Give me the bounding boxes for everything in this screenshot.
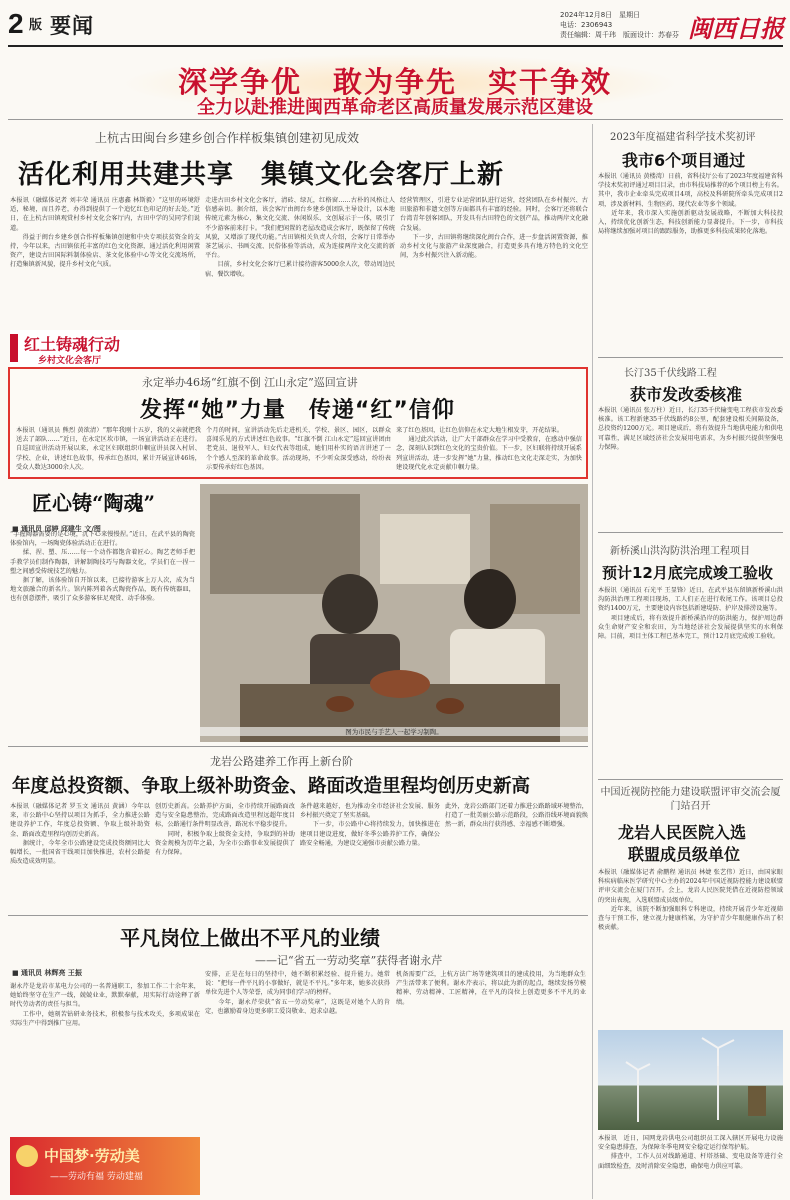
craftsman-photo-caption: 图为市民与手艺人一起学习制陶。 [200, 727, 588, 736]
hospital-headline-a: 龙岩人民医院入选 [618, 823, 747, 842]
pottery-scene [200, 484, 588, 742]
page-suffix: 版 [29, 18, 43, 33]
craftsman-headline: 匠心铸“陶魂” [32, 491, 156, 515]
feature-kicker: 永定举办46场“红旗不倒 江山永定”巡回宣讲 [142, 376, 358, 389]
hospital-headline-b: 联盟成员级单位 [628, 845, 741, 864]
river-article [598, 362, 783, 530]
lead-col1: 本报讯（融媒体记者 刘丰荣 通讯员 庄惠鑫 林斯毅）“这里的环境舒适，秘境，而且养老，办得到提供了一个追忆红色印记的好去处。”近日，在上杭古田镇观赏村乡村文化会客厅内，古田中学的吴同学们说道。 得益于闽台乡建乡创合作样板集镇创建和中央专项扶贫资金的支持，今年以来，古田镇依托丰富的红色文化资源，通过活化利用闲置资产，建设古田国际料制体验店、茶文化体验中心等文化交流场所，打造集镇新风貌，提升乡村文化气质。 [10, 197, 200, 269]
flood-headline: 预计12月底完成竣工验收 [602, 564, 773, 582]
pollution-body: 本报讯 近日，国网龙岩供电公司组织员工深入辖区开展电力设施安全隐患排查，为保障冬季电网安全稳定运行保驾护航。 排查中，工作人员对线路通道、杆塔基础、变电设备等进行全面细致检查，及时消除安全隐患，确保电力供应可靠。 [598, 1135, 783, 1170]
science-rule [598, 357, 783, 358]
road-col2: 创历史新高。公路养护方面，全市持续开展路面改造与安全隐患整治，完成路面改造里程远超年度目标，公路通行条件明显改善，路况水平稳步提升。 同时，积极争取上级资金支持，争取到的补助资金规模为历年之最，为全市公路事业发展提供了有力保障。 [155, 803, 295, 857]
banner-line2: 全力以赴推进闽西革命老区高质量发展示范区建设 [197, 97, 593, 118]
inset-title: 红土铸魂行动 [24, 335, 121, 354]
river-kicker: 长汀35千伏线路工程 [624, 368, 717, 379]
science-article [598, 124, 783, 356]
labor-subhead: ——记“省五一劳动奖章”获得者谢永芹 [255, 954, 443, 967]
hospital-kicker: 中国近视防控能力建设联盟评审交流会厦门站召开 [600, 787, 781, 812]
labor-col3: 机备需要广泛，上杭方法广场等建筑项目的建成投用，为当地群众生产生活带来了便利。谢永芹表示，将以此为新的起点，继续发扬劳模精神、劳动精神、工匠精神，在平凡的岗位上创造更多不平凡的业绩。 [396, 971, 586, 1006]
lead-kicker: 上杭古田闽台乡建乡创合作样板集镇创建初见成效 [95, 131, 360, 145]
labor-inset [10, 1137, 200, 1195]
craftsman-photo [200, 484, 588, 742]
road-kicker: 龙岩公路建养工作再上新台阶 [210, 755, 353, 768]
labor-inset-emblem-icon [16, 1145, 38, 1167]
science-kicker: 2023年度福建省科学技术奖初评 [610, 132, 756, 143]
river-rule [598, 532, 783, 533]
feature-col2: 个月的时间，宣讲活动先后走进机关、学校、景区、园区，以群众喜闻乐见的方式讲述红色故事。“红旗不倒 江山永定”巡回宣讲团由老党员、退役军人、妇女代表等组成，她们用朴实的语言讲述了一个个感人至深的革命故事。活动现场，不少听众深受感动，纷纷表示要传承好红色基因。 [206, 427, 391, 471]
flood-rule [598, 779, 783, 780]
power-line-photo [598, 1030, 783, 1130]
labor-byline: ■ 通讯员 林辉亮 王振 [12, 969, 82, 977]
paper-logo: 闽西日报 [688, 14, 784, 43]
feature-box [8, 367, 588, 479]
river-body: 本报讯（通讯员 张万柱）近日，长汀35千伏输变电工程获市发改委核准。该工程新建35千伏线路约8公里，配套建设相关间隔设备，总投资约1200万元。项目建成后，将有效提升当地供电能力和供电可靠性，满足区域经济社会发展用电需求，为乡村振兴提供坚强电力保障。 [598, 407, 783, 451]
feature-col1: 本报讯（通讯员 熊烈 黄欲清）“那年我刚十五岁，我的父亲就把我送去了部队……”近日，在永定区坎市镇，一场宣讲活动正在进行。自巡回宣讲活动开展以来，永定区妇联组织巾帼宣讲员深入村居、学校、企业，讲述红色故事，传承红色基因，累计开展宣讲46场，受众人数达3000余人次。 [16, 427, 201, 471]
power-line-illustration [598, 1030, 783, 1130]
lead-inset [10, 330, 200, 368]
craftsman-col1: “手握陶器需要的是心境，沉下心来慢慢捏。”近日，在武平县的陶瓷体验馆内，一场陶瓷体验活动正在进行。 揉、捏、塑、压……每一个动作都饱含着匠心。陶艺老师手把手教学员们制作陶器，讲解制陶技巧与陶器文化，学员们在一捏一塑之间感受传统技艺的魅力。 据了解，该体验馆自开馆以来，已接待游客上万人次，成为当地文旅融合的新名片。馆内陈列着各式陶瓷作品，既有传统器皿，也有创意摆件，吸引了众多游客驻足观赏、动手体验。 [10, 531, 195, 603]
labor-col1: 谢永芹是龙岩市某电力公司的一名普通职工，参加工作二十余年来，她始终坚守在生产一线，兢兢业业，默默奉献，用实际行动诠释了新时代劳动者的责任与担当。 工作中，她刻苦钻研业务技术，积极参与技术攻关，多项成果在实际生产中得到推广应用。 [10, 983, 200, 1027]
masthead-rule [8, 45, 783, 47]
inset-subtitle: 乡村文化会客厅 [38, 356, 102, 366]
labor-headline: 平凡岗位上做出不平凡的业绩 [120, 926, 380, 950]
right-column-rule [592, 124, 593, 1199]
science-body: 本报讯（通讯员 黄楼湾）日前，省科技厅公布了2023年度福建省科学技术奖初评通过项目目录，由市科技局推荐的6个项目榜上有名。其中，我市企业牵头完成项目4项，高校及科研院所牵头完成项目2项，涉及新材料、生物医药、现代农业等多个领域。 近年来，我市深入实施创新驱动发展战略，不断加大科技投入，持续优化创新生态，科技创新能力显著提升。下一步，市科技局将继续加强对项目的跟踪服务，助推更多科技成果转化落地。 [598, 173, 783, 236]
flood-kicker: 新桥溪山洪沟防洪治理工程项目 [610, 546, 750, 557]
banner-rule [8, 119, 783, 120]
date-line: 2024年12月8日 星期日 [560, 11, 641, 19]
road-col3: 条件越来越好，也为推动全市经济社会发展、服务乡村振兴奠定了坚实基础。 下一步，市公路中心将持续发力，加快推进在建项目建设进度，做好冬季公路养护工作，确保公路安全畅通，为建设交通强市贡献公路力量。 [300, 803, 440, 847]
river-headline: 获市发改委核准 [630, 385, 743, 404]
masthead [0, 0, 790, 50]
lead-headline: 活化利用共建共享 集镇文化会客厅上新 [18, 160, 505, 190]
banner-line1: 深学争优 敢为争先 实干争效 [177, 65, 612, 99]
editor-line: 责任编辑：周千玮 版面设计：苏春芬 [560, 31, 679, 39]
flood-body: 本报讯（通讯员 石光平 王显锋）近日，在武平县东留镇新桥溪山洪沟防洪治理工程项目现场，工人们正在进行收尾工作。该项目总投资约1400万元，主要建设内容包括新建堤防、护岸及排涝设施等。 项目建成后，将有效提升新桥溪沿岸的防洪能力，保护周边群众生命财产安全和农田，为当地经济社会发展提供坚实的水利保障。目前，项目主体工程已基本完工，预计12月底完成竣工验收。 [598, 587, 783, 641]
science-headline: 我市6个项目通过 [622, 151, 746, 170]
road-col4: 此外，龙岩公路部门还着力推进公路路域环境整治，打造了一批美丽公路示范路段，公路沿线环境面貌焕然一新，群众出行获得感、幸福感不断增强。 [445, 803, 588, 829]
page-section: 要闻 [50, 14, 94, 38]
labor-inset-title: 中国梦·劳动美 [44, 1147, 140, 1165]
labor-inset-subtitle: ——劳动有福 劳动建福 [50, 1172, 143, 1182]
lead-col3: 经营管理区，引进专业运营团队进行运营，经营团队在乡村振兴、古田旅游和非遗文创等方面都具有丰富的经验。同时，会客厅还将联合台湾青年创客团队，开发具有古田特色的文创产品，推动两岸文化融合发展。 下一步，古田镇将继续深化闽台合作，进一步盘活闲置资源，推动乡村文化与旅游产业深度融合，打造更多具有地方特色的文化空间，为乡村振兴注入新动能。 [400, 197, 588, 260]
hospital-article [598, 784, 783, 1034]
lead-col2: 走进古田乡村文化会客厅，清砖、绿瓦，红格窗……古朴的风格让人倍感亲切。据介绍，该会客厅由闽台乡建乡创团队主导设计，以本地传统元素为核心，集文化交流、休闲娱乐、文创展示于一体，吸引了不少游客前来打卡。“我们把闲置的老屋改造成会客厅，既保留了传统风貌，又增添了现代功能。”古田镇相关负责人介绍，会客厅日常举办茶艺展示、书画交流、民俗体验等活动，成为连接两岸文化交流的新平台。 目前，乡村文化会客厅已累计接待游客5000余人次，带动周边民宿、餐饮增收。 [205, 197, 395, 278]
craftsman-byline-text: ■ 通讯员 邱婷 邱建生 文/图 [12, 525, 101, 533]
hospital-body: 本报讯（融媒体记者 俞鹏程 通讯员 林婕 张艺伟）近日，由国家眼科疾病临床医学研究中心主办的2024年中国近视防控能力建设联盟评审交流会在厦门召开。会上，龙岩人民医院凭借在近视防控领域的突出表现，入选联盟成员级单位。 近年来，该院不断加强眼科专科建设，持续开展青少年近视筛查与干预工作，建立视力健康档案，为守护青少年眼健康作出了积极贡献。 [598, 869, 783, 932]
road-headline: 年度总投资额、争取上级补助资金、路面改造里程均创历史新高 [12, 776, 531, 797]
page-number: 2 [8, 8, 24, 39]
craftsman-rule [8, 746, 588, 747]
banner [0, 54, 790, 116]
inset-flag-icon [10, 334, 18, 362]
road-rule [8, 915, 588, 916]
feature-headline: 发挥“她”力量 传递“红”信仰 [140, 398, 455, 423]
road-col1: 本报讯（融媒体记者 罗玉文 通讯员 黄涵）今年以来，市公路中心坚持以项目为抓手，全力推进公路建设养护工作，年度总投资额、争取上级补助资金、路面改造里程均创历史新高。 据统计，今年全市公路建设完成投资额同比大幅增长，一批国省干线项目加快推进，农村公路提质改造成效明显。 [10, 803, 150, 866]
tel-line: 电话：2306943 [560, 21, 613, 29]
labor-col2: 安排，正是在每日的坚持中，她不断积累经验、提升能力。她常说：“把每一件平凡的小事做好，就是不平凡。”多年来，她多次获得单位先进个人等荣誉，成为同事们学习的榜样。 今年，谢永芹荣获“省五一劳动奖章”，这既是对她个人的肯定，也激励着身边更多职工爱岗敬业、追求卓越。 [205, 971, 390, 1015]
feature-col3: 来了红色基因，让红色信仰在永定大地生根发芽，开花结果。 通过此次活动，让广大干部群众在学习中受教育，在感动中强信念，深刻认识到红色文化的宝贵价值。下一步，区妇联将持续开展系列宣讲活动，进一步发挥“她”力量，推动红色文化走深走实，为加快建设现代化永定贡献巾帼力量。 [396, 427, 582, 471]
flood-article [598, 538, 783, 778]
